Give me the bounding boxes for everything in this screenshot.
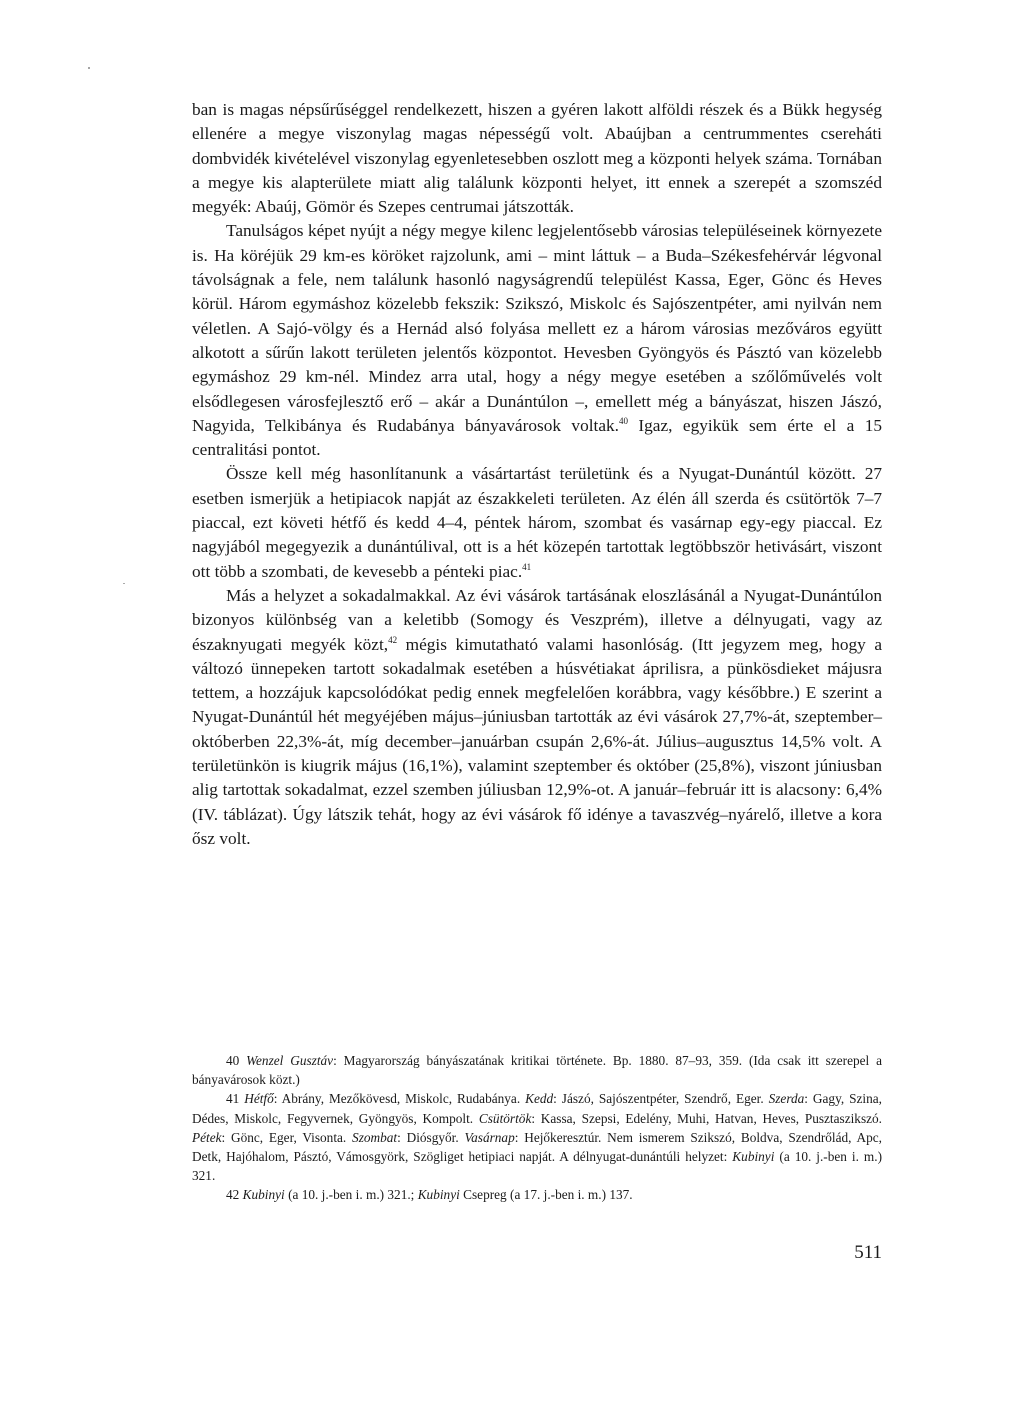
paragraph: Más a helyzet a sokadalmakkal. Az évi vásárok tartásának eloszlásánál a Nyugat-Dunántúlon bizonyos különbség van a keletibb (Somogy és Veszprém), illetve a délnyugati, vagy az északnyugati megyék közt,$^{42}$ mégis kimutatható valami hasonlóság. (Itt jegyzem meg, hogy a változó ünnepeken tartott sokadalmak esetében a húsvétiakat áprilisra, a pünkösdieket májusra tettem, a hozzájuk kapcsolódókat pedig ennek megfelelően korábbra, vagy későbbre.) E szerint a Nyugat-Dunántúl hét megyéjében május–júniusban tartották az évi vásárok 27,7%-át, szeptember–októberben 22,3%-át, míg december–januárban csupán 2,6%-át. Július–augusztus 14,5% volt. A területünkön is kiugrik május (16,1%), valamint szeptember és október (25,8%), viszont júniusban alig tartottak sokadalmat, ezzel szemben júliusban 12,9%-ot. A január–február itt is alacsony: 6,4% (IV. táblázat). Úgy látszik tehát, hogy az évi vásárok fő idénye a tavaszvég–nyárelő, illetve a kora ősz volt. — [192, 585, 882, 848]
paragraph: Tanulságos képet nyújt a négy megye kilenc legjelentősebb városias településeinek környezete is. Ha köréjük 29 km-es köröket rajzolunk, ami – mint láttuk – a Buda–Székesfehérvár légvonal távolságnak a fele, nem találunk hasonló nagyságrendű települést Kassa, Eger, Gönc és Heves körül. Három egymáshoz közelebb fekszik: Szikszó, Miskolc és Sajószentpéter, ami nyilván nem véletlen. A Sajó-völgy és a Hernád alsó folyása mellett ez a három városias mezőváros együtt alkotott a sűrűn lakott területen jelentős központot. Hevesben Gyöngyös és Pásztó van közelebb egymáshoz 29 km-nél. Mindez arra utal, hogy a négy megye esetében a szőlőművelés volt elsődlegesen városfejlesztő erő – akár a Dunántúlon –, emellett még a bányászat, hiszen Jászó, Nagyida, Telkibánya és Rudabánya bányavárosok voltak.$^{40}$ Igaz, egyikük sem érte el a 15 centralitási pontot. — [192, 221, 882, 460]
footnote-ref[interactable]: 41 — [522, 561, 532, 572]
paragraph: Össze kell még hasonlítanunk a vásártartást területünk és a Nyugat-Dunántúl között. 27 esetben ismerjük a hetipiacok napját az északkeleti területen. Az élén áll szerda és csütörtök 7–7 piaccal, ezt követi hétfő és kedd 4–4, péntek három, szombat és vasárnap egy-egy piaccal. Ez nagyjából megegyezik a dunántúlival, ott is a hét közepén tartottak legtöbbször hetivásárt, viszont ott több a szombati, de kevesebb a pénteki piac.$^{41}$ — [192, 464, 882, 581]
scan-speck — [123, 583, 125, 584]
footnotes — [192, 1051, 882, 1205]
paragraph: ban is magas népsűrűséggel rendelkezett, hiszen a gyéren lakott alföldi részek és a Bükk hegység ellenére a megye viszonylag magas népességű volt. Abaújban a centrummentes csereháti dombvidék kivételével viszonylag egyenletesebben oszlott meg a központi helyek száma. Tornában a megye kis alapterülete miatt alig találunk központi helyet, itt ennek a szerepét a szomszéd megyék: Abaúj, Gömör és Szepes centrumai játszották. — [192, 100, 882, 217]
footnote-40: 40 Wenzel Gusztáv: Magyarország bányászatának kritikai története. Bp. 1880. 87–93, 359. (Ida csak itt szerepel a bányavárosok közt.) — [192, 1053, 882, 1088]
scan-speck — [88, 67, 90, 69]
footnote-41: 41 Hétfő: Abrány, Mezőkövesd, Miskolc, Rudabánya. Kedd: Jászó, Sajószentpéter, Szendrő, Eger. Szerda: Gagy, Szina, Dédes, Miskolc, Fegyvernek, Gyöngyös, Kompolt. Csütörtök: Kassa, Szepsi, Edelény, Muhi, Hatvan, Heves, Pusztaszikszó. Pétek: Gönc, Eger, Visonta. Szombat: Diósgyőr. Vasárnap: Hejőkeresztúr. Nem ismerem Szikszó, Boldva, Szendrőlád, Apc, Detk, Hajóhalom, Pásztó, Vámosgyörk, Szögliget hetipiaci napját. A délnyugat-dunántúli helyzet: Kubinyi (a 10. j.-ben i. m.) 321. — [192, 1091, 883, 1184]
footnote-42: 42 Kubinyi (a 10. j.-ben i. m.) 321.; Kubinyi Csepreg (a 17. j.-ben i. m.) 137. — [226, 1187, 633, 1203]
page-number: 511 — [854, 1242, 882, 1263]
footnote-ref[interactable]: 42 — [388, 634, 398, 645]
main-text — [192, 98, 882, 851]
footnote-ref[interactable]: 40 — [618, 416, 628, 427]
